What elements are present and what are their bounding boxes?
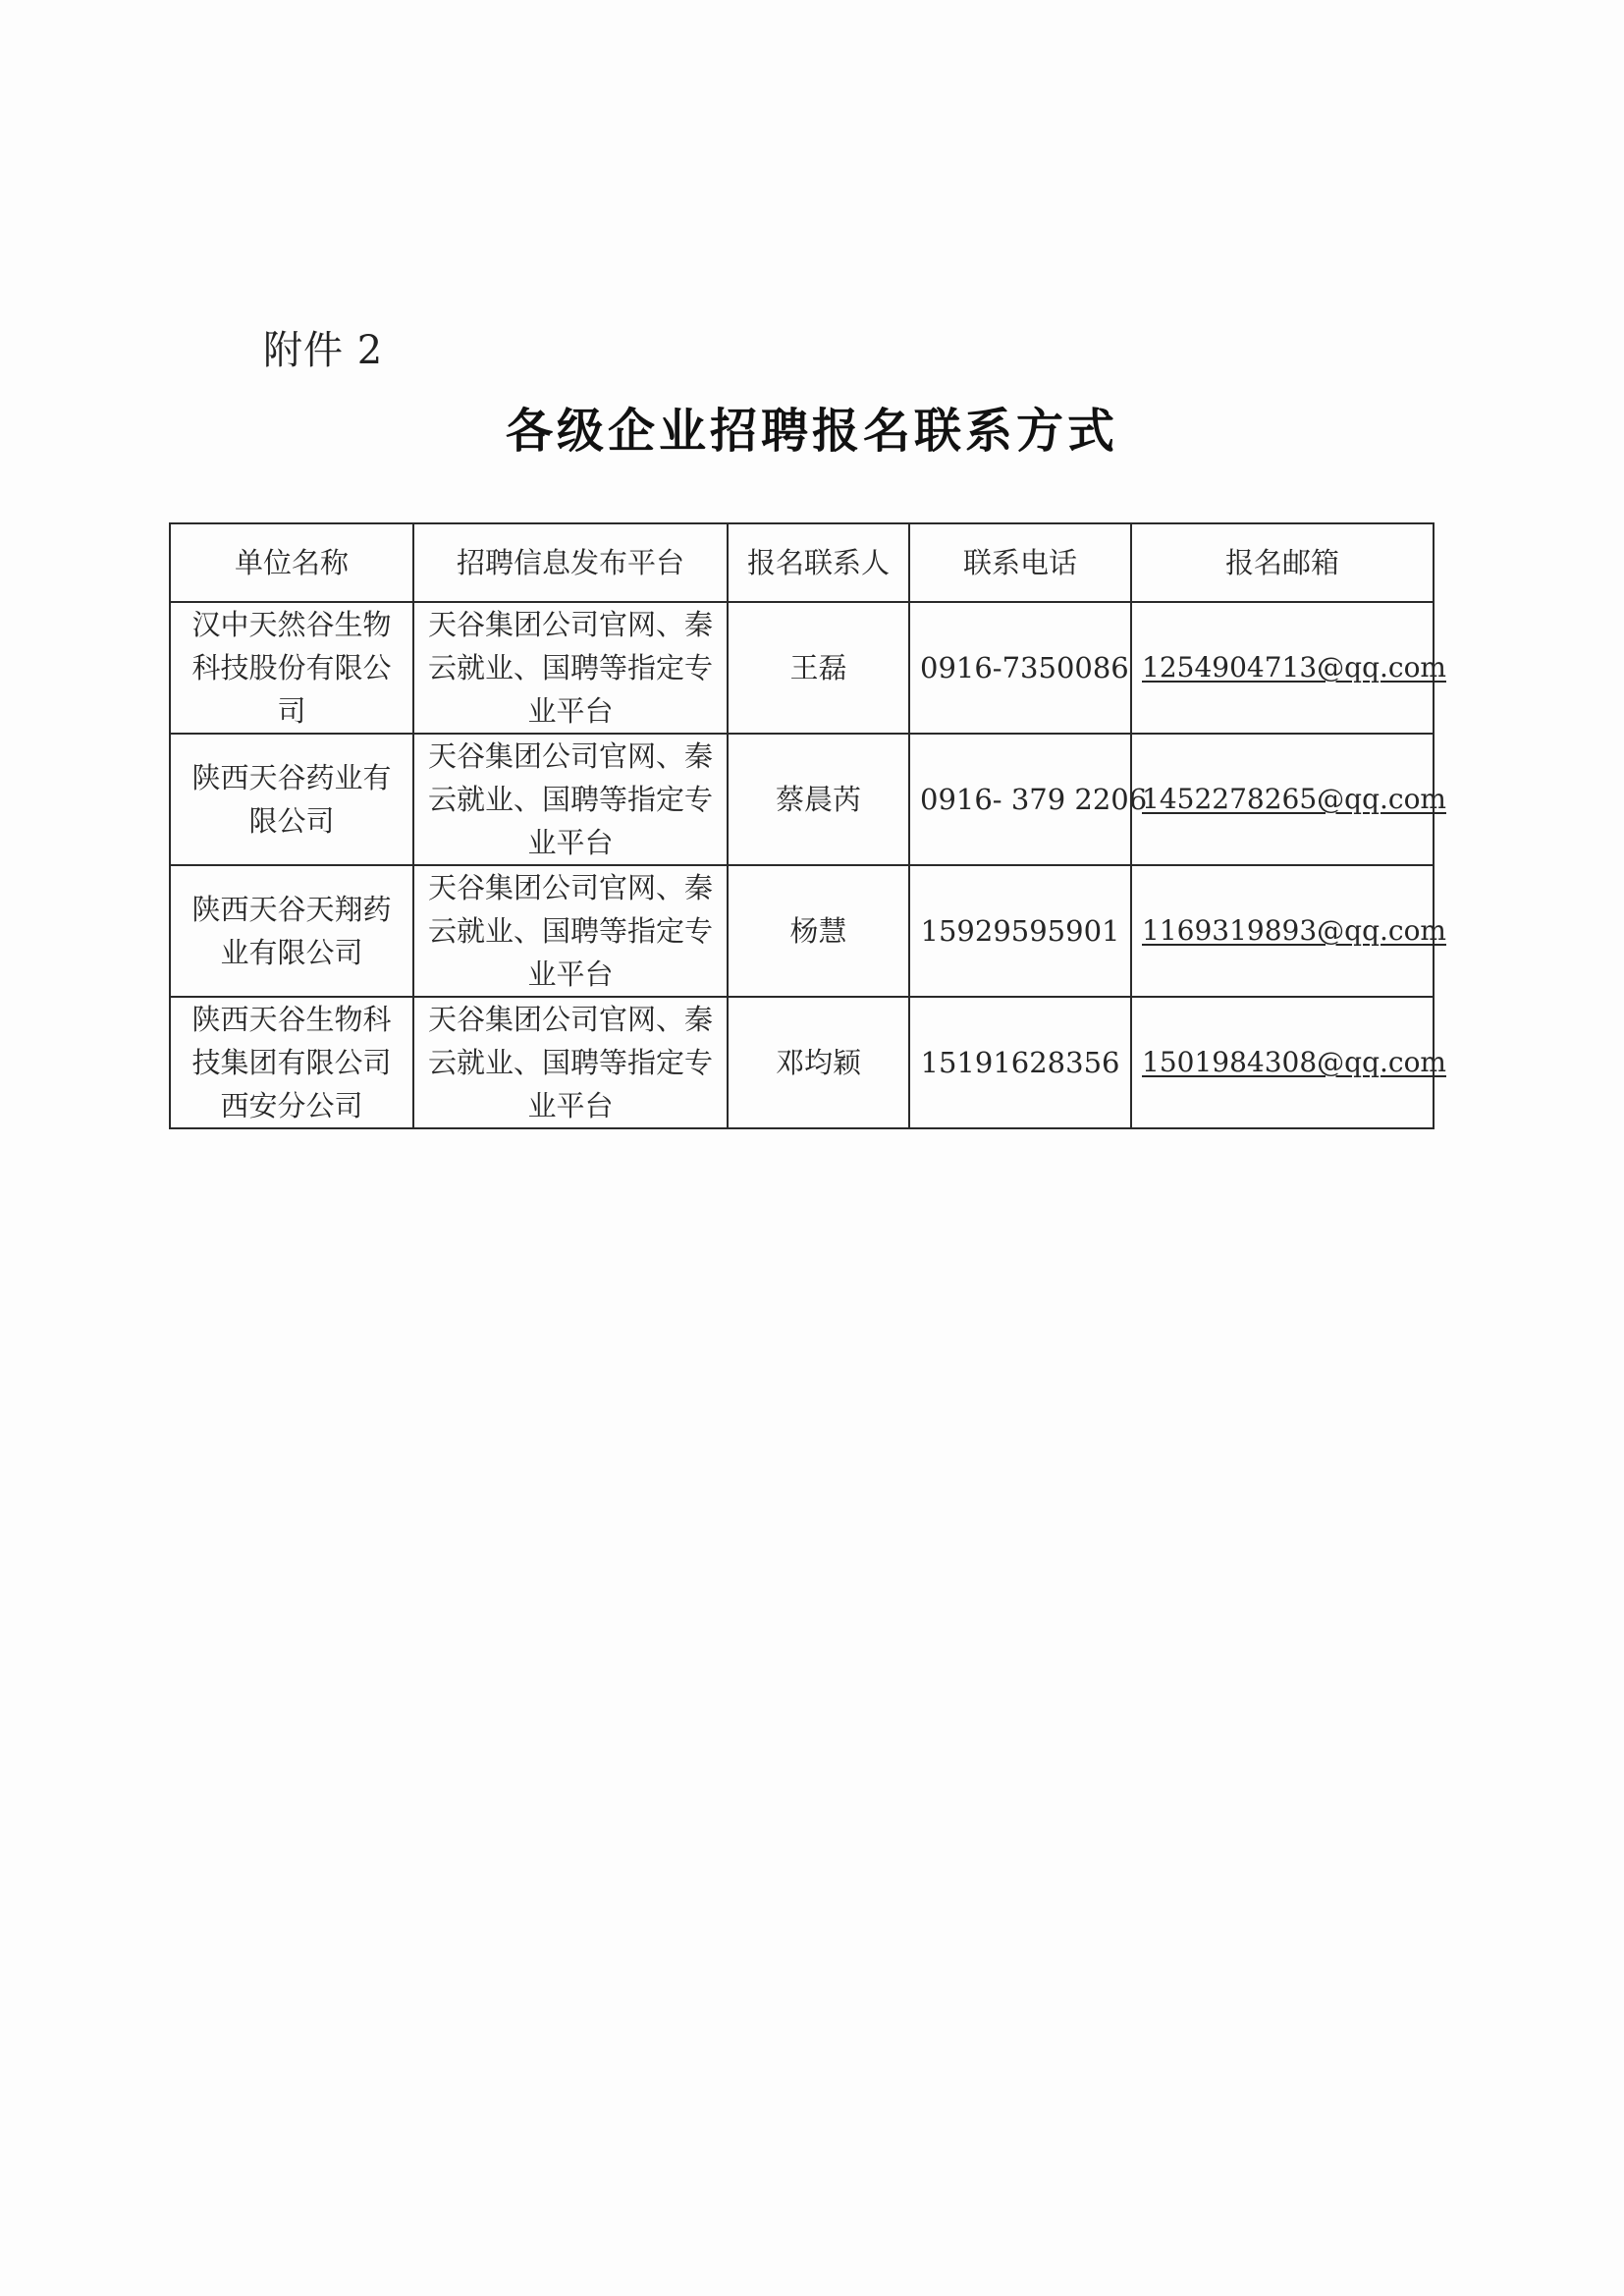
table-row [170, 865, 1434, 997]
email-cell [1131, 602, 1446, 734]
email-cell [1131, 865, 1446, 997]
platform-cell: 天谷集团公司官网、秦云就业、国聘等指定专业平台 [413, 734, 728, 865]
email-link[interactable]: 1501984308@qq.com [1142, 1046, 1446, 1078]
phone-cell: 15929595901 [909, 865, 1131, 997]
table-header-row [170, 523, 1434, 602]
phone-cell: 15191628356 [909, 997, 1131, 1128]
platform-cell: 天谷集团公司官网、秦云就业、国聘等指定专业平台 [413, 997, 728, 1128]
platform-cell: 天谷集团公司官网、秦云就业、国聘等指定专业平台 [413, 865, 728, 997]
unit-name-cell: 汉中天然谷生物科技股份有限公司 [170, 602, 413, 734]
contact-person-cell: 杨慧 [728, 865, 909, 997]
contact-person-cell: 蔡晨芮 [728, 734, 909, 865]
header-contact-person: 报名联系人 [728, 523, 909, 602]
contact-person-cell: 邓均颖 [728, 997, 909, 1128]
unit-name-cell: 陕西天谷生物科技集团有限公司西安分公司 [170, 997, 413, 1128]
header-platform: 招聘信息发布平台 [413, 523, 728, 602]
email-cell [1131, 734, 1446, 865]
unit-name-cell: 陕西天谷药业有限公司 [170, 734, 413, 865]
phone-cell: 0916-7350086 [909, 602, 1131, 734]
contact-table [169, 522, 1446, 1129]
header-email: 报名邮箱 [1131, 523, 1434, 602]
table-row [170, 997, 1434, 1128]
document-title: 各级企业招聘报名联系方式 [505, 404, 1118, 459]
email-link[interactable]: 1169319893@qq.com [1142, 914, 1446, 947]
table-row [170, 602, 1434, 734]
platform-cell: 天谷集团公司官网、秦云就业、国聘等指定专业平台 [413, 602, 728, 734]
attachment-label: 附件 2 [263, 328, 384, 373]
unit-name-cell: 陕西天谷天翔药业有限公司 [170, 865, 413, 997]
header-unit-name: 单位名称 [170, 523, 413, 602]
contact-person-cell: 王磊 [728, 602, 909, 734]
email-link[interactable]: 1254904713@qq.com [1142, 651, 1446, 683]
email-cell [1131, 997, 1446, 1128]
phone-cell: 0916- 379 2206 [909, 734, 1131, 865]
table-row [170, 734, 1434, 865]
email-link[interactable]: 1452278265@qq.com [1142, 783, 1446, 815]
header-phone: 联系电话 [909, 523, 1131, 602]
